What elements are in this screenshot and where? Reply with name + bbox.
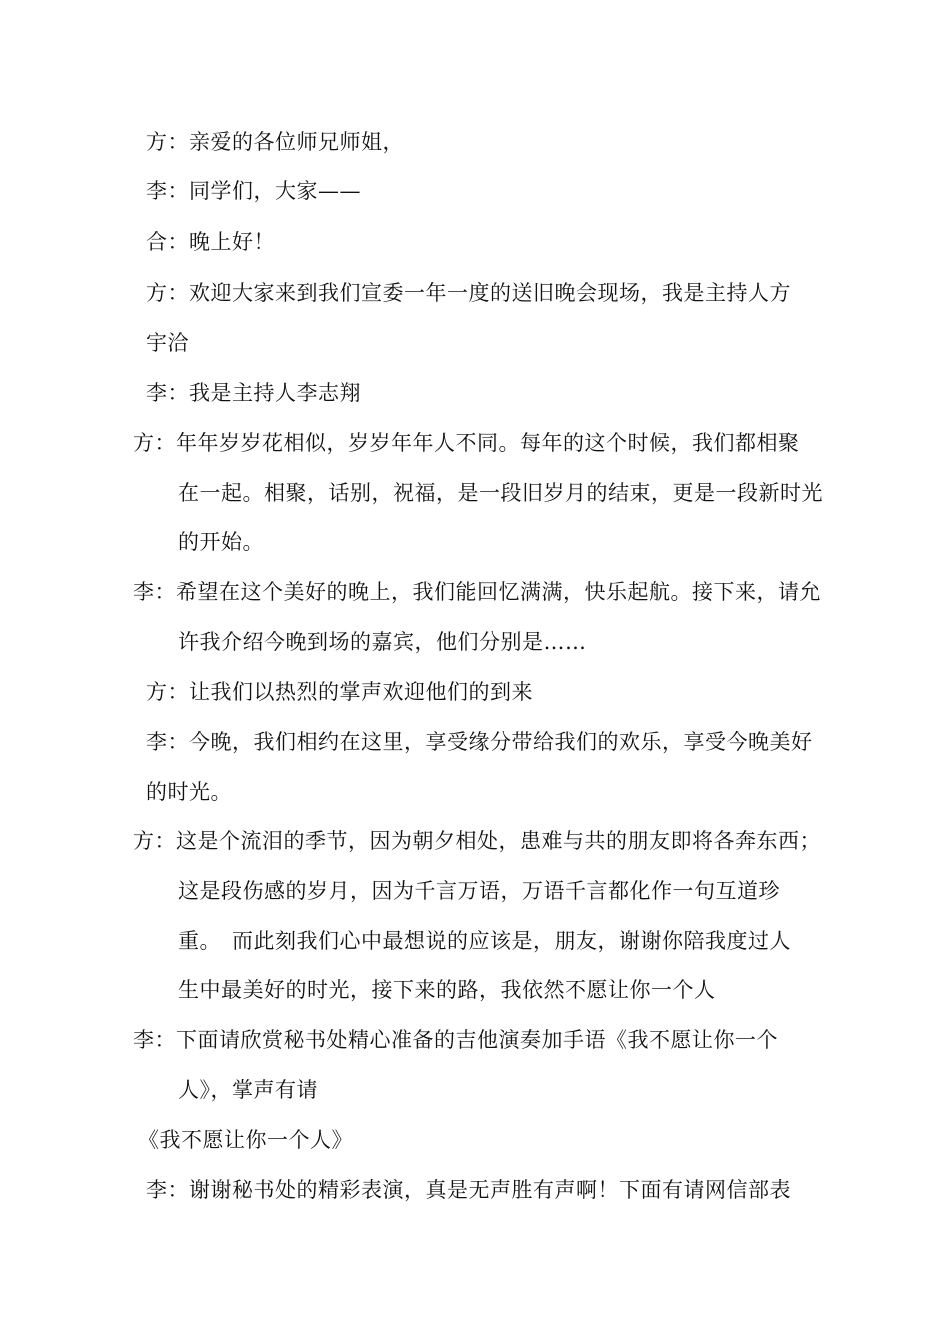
script-line: 李：下面请欣赏秘书处精心准备的吉他演奏加手语《我不愿让你一个 [133, 1028, 778, 1052]
script-line: 人》，掌声有请 [178, 1078, 318, 1102]
script-line: 方：亲爱的各位师兄师姐， [146, 130, 404, 154]
script-line: 方：让我们以热烈的掌声欢迎他们的到来 [146, 680, 533, 704]
script-line: 在一起。相聚，话别，祝福，是一段旧岁月的结束，更是一段新时光 [178, 481, 823, 505]
script-line: 李：谢谢秘书处的精彩表演，真是无声胜有声啊！下面有请网信部表 [146, 1178, 791, 1202]
script-line: 方：这是个流泪的季节，因为朝夕相处，患难与共的朋友即将各奔东西； [133, 829, 821, 853]
script-line: 《我不愿让你一个人》 [138, 1128, 353, 1152]
script-line: 宇洽 [146, 331, 189, 355]
script-line: 方：年年岁岁花相似，岁岁年年人不同。每年的这个时候，我们都相聚 [133, 431, 800, 455]
script-line: 许我介绍今晚到场的嘉宾，他们分别是…… [178, 630, 587, 654]
script-line: 合：晚上好！ [146, 230, 275, 254]
script-line: 李：我是主持人李志翔 [146, 381, 361, 405]
script-line: 的开始。 [178, 530, 264, 554]
script-line: 李：同学们，大家—— [146, 179, 361, 203]
script-line: 生中最美好的时光，接下来的路，我依然不愿让你一个人 [178, 978, 716, 1002]
script-line: 方：欢迎大家来到我们宣委一年一度的送旧晚会现场，我是主持人方 [146, 281, 791, 305]
script-line: 李：今晚，我们相约在这里，享受缘分带给我们的欢乐，享受今晚美好 [146, 730, 813, 754]
script-line: 这是段伤感的岁月，因为千言万语，万语千言都化作一句互道珍 [178, 879, 780, 903]
script-line: 的时光。 [146, 780, 232, 804]
script-line: 李：希望在这个美好的晚上，我们能回忆满满，快乐起航。接下来，请允 [133, 580, 821, 604]
script-line: 重。 而此刻我们心中最想说的应该是，朋友，谢谢你陪我度过人 [178, 929, 791, 953]
